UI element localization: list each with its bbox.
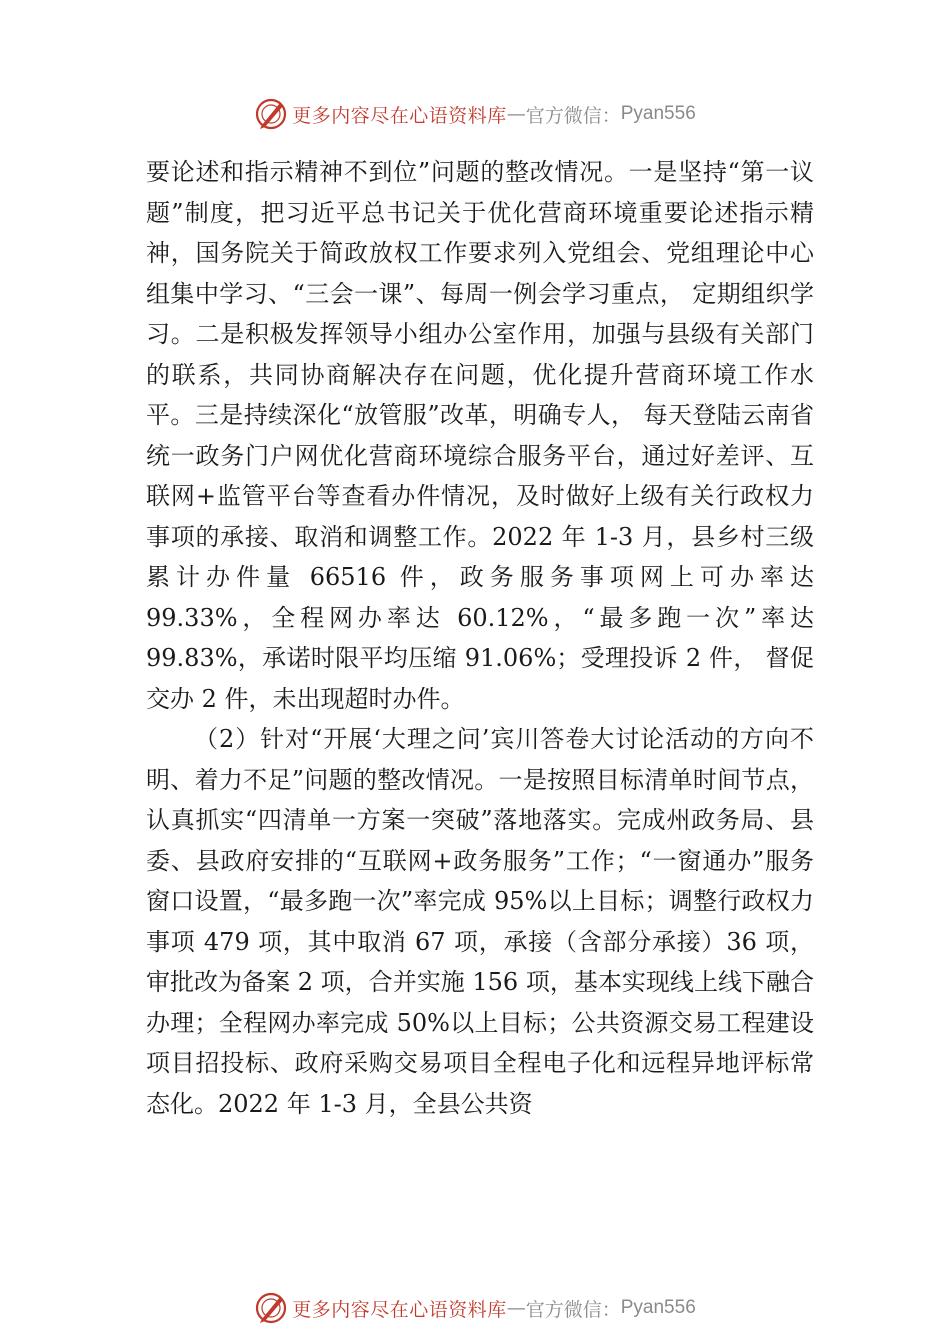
banner-wechat-label: 官方微信： [525, 1298, 621, 1321]
banner-wechat-id: Pyan556 [620, 103, 696, 124]
paragraph-2: （2）针对“开展‘大理之问’宾川答卷大讨论活动的方向不明、着力不足”问题的整改情况。一是按照目标清单时间节点，认真抓实“四清单一方案一突破”落地落实。完成州政务局、县委、县政府安排的“互联网+政务服务”工作；“一窗通办”服务窗口设置，“最多跑一次”率完成 95%以上目标；调整行政权力事项 479 项，其中取消 67 项，承接（含部分承接）36 项，审批改为备案 2 项，合并实施 156 项，基本实现线上线下融合办理；全程网办率完成 50%以上目标；公共资源交易工程建设项目招投标、政府采购交易项目全程电子化和远程异地评标常态化。2022 年 1-3 月，全县公共资 [146, 725, 814, 1118]
banner-library-text: 更多内容尽在心语资料库 [292, 1298, 507, 1321]
banner-dash: — [506, 1297, 526, 1319]
banner-wechat-id: Pyan556 [620, 1297, 696, 1318]
banner-dash: — [506, 103, 526, 125]
footer-banner [0, 1288, 950, 1328]
pen-seal-icon [254, 1291, 288, 1325]
header-banner [0, 94, 950, 134]
paragraph-1: 要论述和指示精神不到位”问题的整改情况。一是坚持“第一议题”制度，把习近平总书记关于优化营商环境重要论述指示精神，国务院关于简政放权工作要求列入党组会、党组理论中心组集中学习、“三会一课”、每周一例会学习重点， 定期组织学习。二是积极发挥领导小组办公室作用，加强与县级有关部门的联系，共同协商解决存在问题，优化提升营商环境工作水平。三是持续深化“放管服”改革，明确专人， 每天登陆云南省统一政务门户网优化营商环境综合服务平台，通过好差评、互联网+监管平台等查看办件情况，及时做好上级有关行政权力事项的承接、取消和调整工作。2022 年 1-3 月，县乡村三级累计办件量 66516 件，政务服务事项网上可办率达 99.33%，全程网办率达 60.12%，“最多跑一次”率达 99.83%，承诺时限平均压缩 91.06%；受理投诉 2 件， 督促交办 2 件，未出现超时办件。 [146, 158, 814, 713]
banner-wechat-label: 官方微信： [525, 104, 621, 127]
document-body [146, 152, 814, 1124]
banner-library-text: 更多内容尽在心语资料库 [292, 104, 507, 127]
pen-seal-icon [254, 97, 288, 131]
